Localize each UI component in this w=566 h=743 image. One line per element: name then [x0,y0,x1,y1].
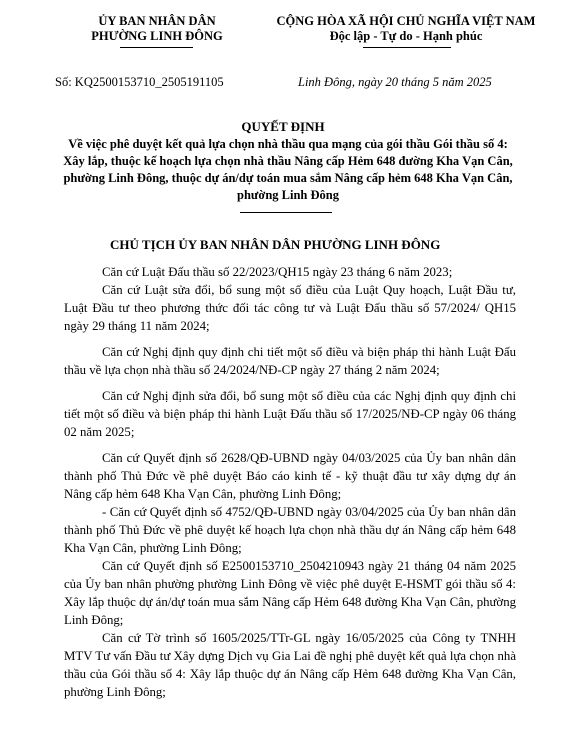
basis-paragraph: Căn cứ Quyết định số 2628/QĐ-UBND ngày 04/03/2025 của Ủy ban nhân dân thành phố Thủ Đức về phê duyệt Báo cáo kinh tế - kỹ thuật đầu tư xây dựng dự án Nâng cấp hẻm 648 Kha Vạn Cân, phường Linh Đông; [64,451,516,501]
basis-paragraph: Căn cứ Nghị định sửa đổi, bổ sung một số điều của các Nghị định quy định chi tiết một số điều và biện pháp thi hành Luật Đấu thầu số 17/2025/NĐ-CP ngày 06 tháng 02 năm 2025; [64,389,516,439]
authority-heading: CHỦ TỊCH ỦY BAN NHÂN DÂN PHƯỜNG LINH ĐÔNG [110,237,441,252]
national-name: CỘNG HÒA XÃ HỘI CHỦ NGHĨA VIỆT NAM [276,14,536,28]
basis-paragraph: Căn cứ Quyết định số E2500153710_2504210943 ngày 21 tháng 04 năm 2025 của Ủy ban nhân phường phường Linh Đông về việc phê duyệt E-HSMT gói thầu số 4: Xây lắp thuộc dự án/dự toán mua sắm Nâng cấp Hẻm 648 đường Kha Vạn Cân, phường Linh Đông; [64,559,516,627]
place-date: Linh Đông, ngày 20 tháng 5 năm 2025 [298,75,492,89]
basis-paragraph: Căn cứ Nghị định quy định chi tiết một số điều và biện pháp thi hành Luật Đấu thầu về lựa chọn nhà thầu số 24/2024/NĐ-CP ngày 27 tháng 2 năm 2024; [64,345,516,377]
basis-paragraph: - Căn cứ Quyết định số 4752/QĐ-UBND ngày 03/04/2025 của Ủy ban nhân dân thành phố Thủ Đức về phê duyệt kế hoạch lựa chọn nhà thầu dự án Nâng cấp hẻm 648 Kha Vạn Cân, phường Linh Đông; [64,505,516,555]
basis-paragraph: Căn cứ Luật Đấu thầu số 22/2023/QH15 ngày 23 tháng 6 năm 2023; [102,265,453,279]
basis-paragraph: Căn cứ Luật sửa đổi, bổ sung một số điều của Luật Quy hoạch, Luật Đầu tư, Luật Đầu tư theo phương thức đối tác công tư và Luật Đấu thầu số 57/2024/ QH15 ngày 29 tháng 11 năm 2024; [64,283,516,333]
document-subject: Về việc phê duyệt kết quả lựa chọn nhà thầu qua mạng của gói thầu Gói thầu số 4: Xây lắp, thuộc kế hoạch lựa chọn nhà thầu Nâng cấp Hẻm 648 đường Kha Vạn Cân, phường Linh Đông, thuộc dự án/dự toán mua sắm Nâng cấp hẻm 648 Kha Vạn Cân, phường Linh Đông [63,137,513,202]
document-number: Số: KQ2500153710_2505191105 [55,75,224,89]
issuing-agency [64,14,250,44]
issuing-agency-line1: ỦY BAN NHÂN DÂN [98,14,216,28]
document-title: QUYẾT ĐỊNH [241,119,325,134]
national-motto [272,14,540,44]
subject-underline [240,212,332,213]
issuing-agency-line2: PHƯỜNG LINH ĐÔNG [91,29,223,43]
motto-underline [363,47,451,48]
legal-basis [64,263,516,701]
basis-paragraph: Căn cứ Tờ trình số 1605/2025/TTr-GL ngày 16/05/2025 của Công ty TNHH MTV Tư vấn Đầu tư Xây dựng Dịch vụ Gia Lai đề nghị phê duyệt kết quả lựa chọn nhà thầu của Gói thầu số 4: Xây lắp thuộc dự án Nâng cấp Hẻm 648 đường Kha Vạn Cân, phường Linh Đông; [64,631,516,699]
motto: Độc lập - Tự do - Hạnh phúc [329,29,483,43]
agency-underline [120,47,193,48]
